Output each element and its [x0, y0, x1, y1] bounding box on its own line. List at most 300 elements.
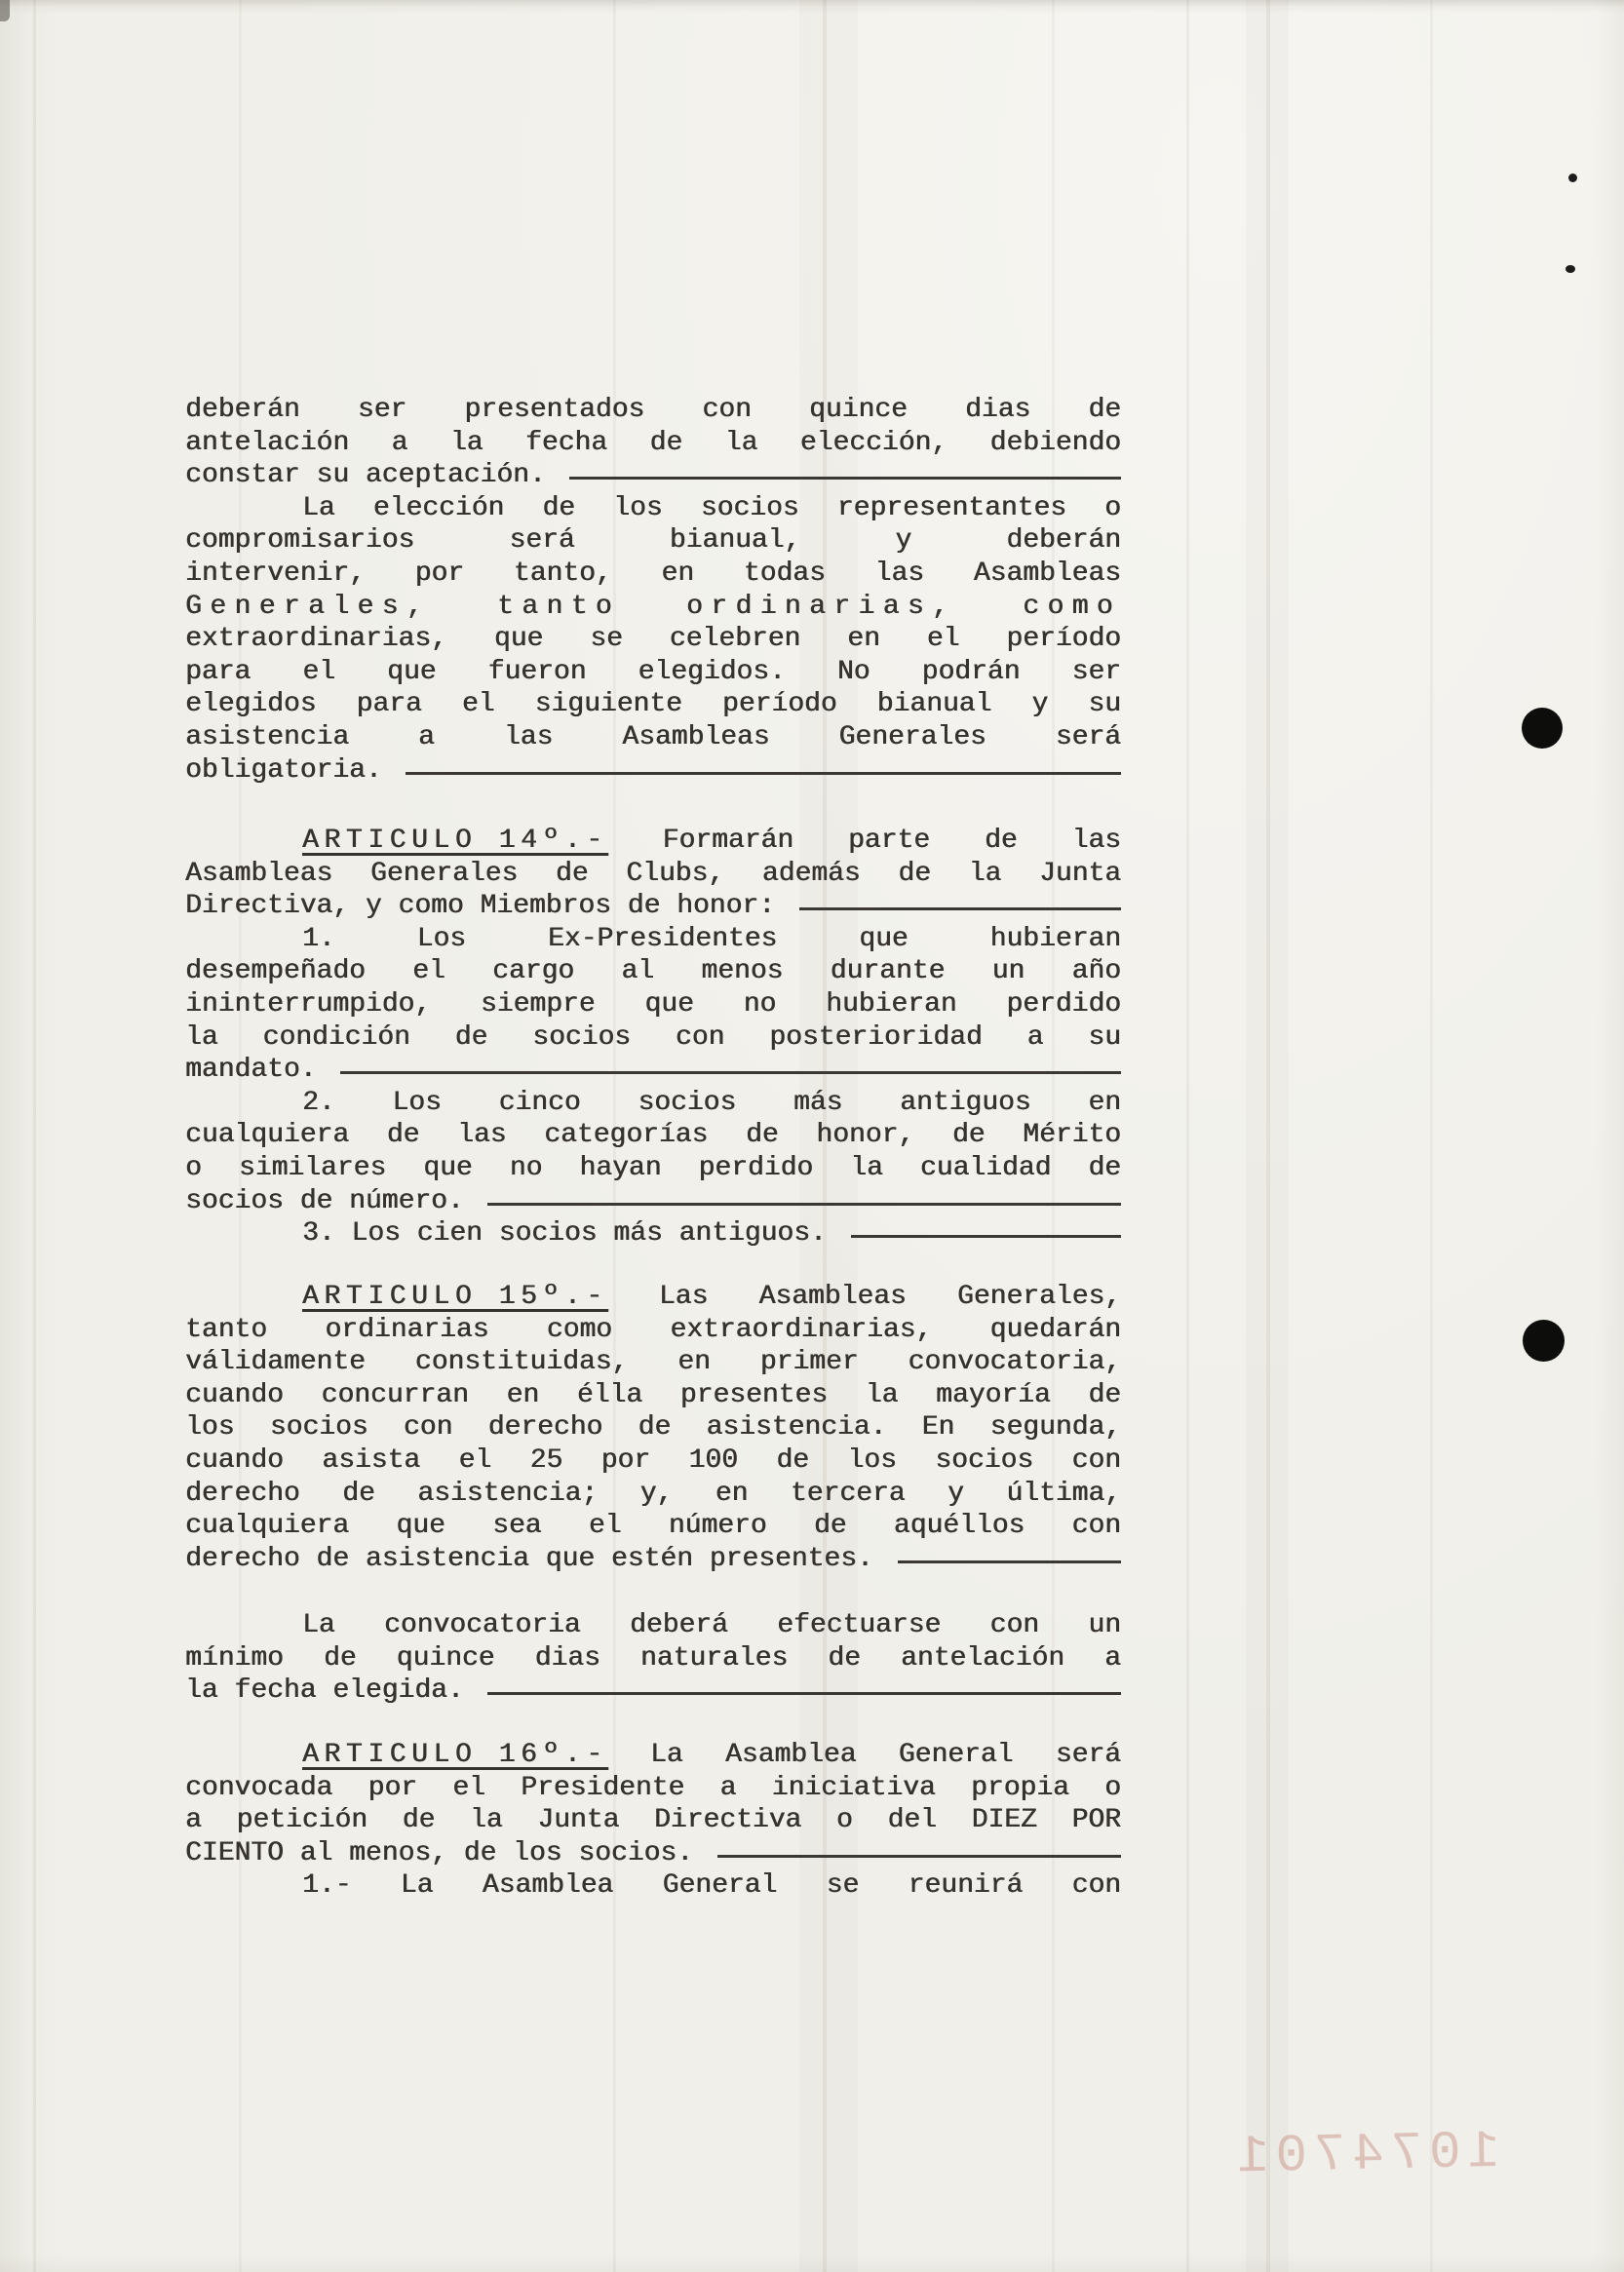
text-line — [185, 1444, 1121, 1478]
word: General — [662, 1870, 778, 1902]
word: perdido — [698, 1152, 814, 1183]
word: elegidos. — [638, 656, 786, 687]
text-line — [185, 890, 1121, 923]
word: de — [627, 891, 661, 922]
word: cualquiera — [185, 1511, 350, 1542]
word: las — [1071, 826, 1121, 856]
word: parte — [848, 826, 931, 856]
word: debiendo — [989, 427, 1121, 458]
word: más — [793, 1087, 843, 1118]
word: las — [503, 721, 554, 752]
word: La — [400, 1870, 434, 1902]
word: Directiva, — [185, 891, 350, 922]
word: no — [509, 1152, 543, 1183]
word: Directiva — [653, 1805, 802, 1836]
text-line — [185, 1087, 1121, 1120]
word: hayan — [579, 1152, 662, 1183]
paragraph — [185, 1739, 1121, 1903]
text-line — [185, 1281, 1121, 1314]
word: como — [546, 1314, 612, 1345]
word: de — [1088, 1379, 1121, 1410]
word: En — [921, 1412, 955, 1444]
word: menos, — [349, 1837, 447, 1868]
word: de — [463, 1837, 497, 1868]
word: su — [316, 460, 350, 491]
word: Asambleas — [973, 558, 1121, 589]
word: derecho — [185, 1478, 300, 1509]
word: a — [391, 427, 408, 458]
word: antiguos — [900, 1087, 1031, 1118]
word: de — [813, 1511, 847, 1542]
word: Miembros — [480, 891, 611, 922]
word: será — [1055, 721, 1121, 752]
word: socios — [935, 1444, 1034, 1476]
word: hubieran — [826, 988, 957, 1020]
word: sea — [492, 1511, 542, 1542]
word: No — [836, 656, 870, 687]
word: socios — [269, 1412, 368, 1444]
word: constar — [185, 460, 300, 491]
word: Generales — [369, 858, 519, 889]
word: período — [721, 689, 837, 720]
word: de — [323, 1642, 357, 1674]
text-line — [185, 1021, 1121, 1055]
text-line — [185, 1510, 1121, 1543]
word: el — [458, 1444, 492, 1476]
word: dias — [965, 395, 1031, 425]
word: de — [898, 858, 931, 889]
crease-line — [1430, 0, 1433, 2272]
word: o — [1104, 492, 1121, 523]
word: tercera — [790, 1478, 906, 1509]
word: a — [1026, 1021, 1044, 1053]
word: DIEZ — [971, 1805, 1037, 1836]
word: socios — [185, 1185, 284, 1216]
word: derecho — [185, 1543, 300, 1574]
word: 1. — [302, 923, 335, 954]
word: por — [414, 558, 465, 589]
word: en — [506, 1379, 540, 1410]
word: a — [185, 1805, 202, 1836]
text-line — [185, 858, 1121, 891]
word: a — [719, 1772, 737, 1803]
word: estén — [610, 1543, 693, 1574]
word: elección, — [799, 427, 948, 458]
word: celebren — [669, 624, 801, 655]
word: al — [621, 956, 655, 987]
word: deberá — [629, 1610, 728, 1640]
word: General — [898, 1740, 1014, 1770]
word: Presidente — [521, 1772, 685, 1803]
word: Generales, — [185, 591, 432, 622]
word: asista — [322, 1444, 421, 1476]
word: como — [398, 891, 464, 922]
text-line — [185, 754, 1121, 788]
text-line — [185, 955, 1121, 988]
punch-hole — [1523, 1320, 1565, 1362]
word: elegida. — [332, 1675, 464, 1707]
word: en — [677, 1347, 711, 1378]
text-line — [185, 394, 1121, 427]
word: a — [1104, 1642, 1121, 1674]
word: presentes — [679, 1379, 828, 1410]
word: ininterrumpido, — [185, 988, 432, 1020]
word: período — [1006, 624, 1121, 655]
word: en — [715, 1478, 749, 1509]
text-line — [185, 1152, 1121, 1185]
word: al — [299, 1837, 333, 1868]
word: condición — [262, 1021, 410, 1053]
text-line — [185, 988, 1121, 1021]
word: y — [1031, 689, 1049, 720]
word: Clubs, — [626, 858, 725, 889]
word: categorías — [544, 1120, 709, 1151]
word: reunirá — [908, 1870, 1024, 1902]
word: Los — [416, 923, 466, 954]
word: 2. — [302, 1087, 335, 1118]
word: y — [895, 525, 912, 557]
word: tanto, — [513, 558, 612, 589]
article-heading: ARTICULO 14º.- — [302, 826, 608, 856]
crease-line — [1186, 0, 1189, 2272]
word: Junta — [537, 1805, 620, 1836]
word: dias — [534, 1642, 600, 1674]
word: de — [638, 1412, 672, 1444]
crease-line — [33, 0, 36, 2272]
word: asistencia — [185, 721, 350, 752]
word: las — [874, 558, 924, 589]
dash-filler-line — [340, 1071, 1121, 1074]
word: un — [991, 956, 1025, 987]
word: similares — [238, 1152, 387, 1183]
word: aceptación. — [365, 460, 546, 491]
bleedthrough-stamp-number: 1074701 — [1229, 2122, 1500, 2188]
word: asistencia — [365, 1543, 529, 1574]
word: por — [367, 1772, 417, 1803]
word: constituidas, — [414, 1347, 629, 1378]
word: de — [402, 1805, 436, 1836]
paragraph — [185, 825, 1121, 1251]
word: siguiente — [534, 689, 682, 720]
word: 1.- — [302, 1870, 352, 1902]
word: de — [1088, 1152, 1121, 1183]
text-line — [185, 1217, 1121, 1251]
word: socios. — [578, 1837, 693, 1868]
word: la — [865, 1379, 899, 1410]
word: de — [745, 1120, 779, 1151]
word: bianual, — [669, 525, 801, 557]
ink-speck — [1568, 173, 1577, 182]
text-line — [185, 1543, 1121, 1576]
word: antelación — [900, 1642, 1065, 1674]
word: desempeñado — [185, 956, 366, 987]
word: Ex-Presidentes — [547, 923, 778, 954]
scan-corner-mark — [0, 0, 10, 21]
word: fecha — [525, 427, 608, 458]
word: cinco — [498, 1087, 581, 1118]
word: de — [542, 492, 575, 523]
word: quince — [396, 1642, 495, 1674]
word: válidamente — [185, 1347, 366, 1378]
word: 100 — [688, 1444, 738, 1476]
word: asistencia; — [417, 1478, 599, 1509]
text-line — [185, 1772, 1121, 1805]
word: posterioridad — [769, 1021, 983, 1053]
word: intervenir, — [185, 558, 366, 589]
dash-filler-line — [406, 772, 1121, 775]
word: que — [423, 1152, 473, 1183]
word: para — [185, 656, 251, 687]
word: todas — [743, 558, 826, 589]
word: la — [449, 427, 483, 458]
dash-filler-line — [569, 477, 1121, 480]
dash-filler-line — [487, 1692, 1121, 1695]
text-line — [185, 1609, 1121, 1642]
word: Las — [658, 1282, 709, 1312]
word: fueron — [487, 656, 587, 687]
word: hubieran — [989, 923, 1121, 954]
word: la — [850, 1152, 883, 1183]
word: asistencia. — [706, 1412, 887, 1444]
word: y — [947, 1478, 964, 1509]
word: el — [461, 689, 495, 720]
word: primer — [759, 1347, 859, 1378]
word: convocada — [185, 1772, 333, 1803]
word: con — [1071, 1870, 1121, 1902]
text-line — [185, 721, 1121, 754]
word: como — [1023, 591, 1121, 622]
word: La — [302, 492, 335, 523]
word: será — [1055, 1740, 1121, 1770]
word: Los — [351, 1218, 401, 1250]
word: Junta — [1038, 858, 1121, 889]
word: el — [412, 956, 445, 987]
word: con — [1071, 1511, 1121, 1542]
word: extraordinarias, — [185, 624, 447, 655]
word: Formarán — [662, 826, 794, 856]
word: con — [675, 1021, 725, 1053]
word: mayoría — [936, 1379, 1051, 1410]
word: más — [613, 1218, 663, 1250]
word: deberán — [185, 395, 300, 425]
word: y, — [639, 1478, 674, 1509]
word: un — [1088, 1610, 1121, 1640]
word: honor, — [816, 1120, 915, 1151]
word: convocatoria — [383, 1610, 581, 1640]
word: no — [743, 988, 777, 1020]
word: de — [386, 1120, 420, 1151]
word: siempre — [480, 988, 596, 1020]
word: cualidad — [919, 1152, 1052, 1183]
word: el — [302, 656, 335, 687]
word: el — [926, 624, 960, 655]
word: representantes — [836, 492, 1066, 523]
word: 3. — [302, 1218, 335, 1250]
text-line — [185, 1675, 1121, 1708]
word: socios — [700, 492, 799, 523]
word: además — [761, 858, 861, 889]
word: de — [649, 427, 683, 458]
word: socios — [638, 1087, 737, 1118]
crease-band — [1246, 0, 1289, 2272]
dash-filler-line — [898, 1560, 1121, 1563]
word: La — [650, 1740, 683, 1770]
word: obligatoria. — [185, 754, 382, 786]
word: en — [847, 624, 880, 655]
word: de — [555, 858, 589, 889]
word: la — [724, 427, 758, 458]
word: que — [644, 988, 694, 1020]
word: del — [887, 1805, 937, 1836]
text-line — [185, 623, 1121, 656]
paragraph — [185, 394, 1121, 787]
word: que — [859, 923, 909, 954]
word: año — [1071, 956, 1121, 987]
word: Asambleas — [185, 858, 333, 889]
dash-filler-line — [487, 1203, 1121, 1206]
word: tanto — [185, 1314, 268, 1345]
word: por — [600, 1444, 651, 1476]
word: su — [1088, 1021, 1121, 1053]
word: tanto — [497, 591, 621, 622]
word: propia — [971, 1772, 1069, 1803]
word: será — [509, 525, 575, 557]
word: quince — [809, 395, 908, 425]
punch-hole — [1522, 708, 1563, 749]
word: concurran — [321, 1379, 469, 1410]
word: los — [847, 1444, 897, 1476]
word: o — [835, 1805, 853, 1836]
word: 25 — [529, 1444, 563, 1476]
word: de — [1088, 395, 1121, 425]
text-line — [185, 1054, 1121, 1087]
text-line — [185, 1314, 1121, 1347]
text-line — [185, 923, 1121, 956]
word: cien — [416, 1218, 483, 1250]
text-line — [185, 1739, 1121, 1772]
word: que — [493, 624, 544, 655]
text-line — [185, 1642, 1121, 1675]
word: Asambleas — [622, 721, 770, 752]
text-line — [185, 1837, 1121, 1870]
word: que — [387, 656, 437, 687]
word: mínimo — [185, 1642, 284, 1674]
word: ordinarias, — [685, 591, 957, 622]
article-heading: ARTICULO 15º.- — [302, 1282, 608, 1312]
word: los — [513, 1837, 562, 1868]
word: las — [457, 1120, 507, 1151]
word: compromisarios — [185, 525, 415, 557]
text-line — [185, 591, 1121, 624]
word: POR — [1071, 1805, 1121, 1836]
word: ser — [357, 395, 407, 425]
crease-line — [1266, 0, 1270, 2272]
word: con — [403, 1412, 453, 1444]
paragraph — [185, 1281, 1121, 1575]
word: aquéllos — [893, 1511, 1025, 1542]
text-line — [185, 1379, 1121, 1412]
word: honor: — [677, 891, 775, 922]
dash-filler-line — [717, 1855, 1121, 1858]
word: se — [590, 624, 623, 655]
word: durante — [830, 956, 946, 987]
article-heading: ARTICULO 16º.- — [302, 1740, 608, 1770]
text-line — [185, 459, 1121, 492]
text-line — [185, 1119, 1121, 1152]
word: socios — [532, 1021, 631, 1053]
word: efectuarse — [777, 1610, 942, 1640]
word: ordinarias — [325, 1314, 489, 1345]
word: antelación — [185, 427, 350, 458]
word: iniciativa — [771, 1772, 936, 1803]
word: convocatoria, — [908, 1347, 1121, 1378]
paragraph — [185, 1609, 1121, 1708]
word: segunda, — [989, 1412, 1121, 1444]
word: cuando — [185, 1379, 284, 1410]
text-line — [185, 656, 1121, 689]
word: deberán — [1006, 525, 1121, 557]
word: o — [1104, 1772, 1121, 1803]
word: presentes. — [709, 1543, 873, 1574]
text-line — [185, 1804, 1121, 1837]
word: fecha — [234, 1675, 317, 1707]
text-line — [185, 1869, 1121, 1903]
text-line — [185, 825, 1121, 858]
word: petición — [236, 1805, 367, 1836]
text-line — [185, 1185, 1121, 1218]
word: que — [396, 1511, 445, 1542]
word: número. — [349, 1185, 464, 1216]
word: CIENTO — [185, 1837, 284, 1868]
text-line — [185, 688, 1121, 721]
word: de — [342, 1478, 375, 1509]
dash-filler-line — [851, 1235, 1121, 1238]
word: de — [984, 826, 1018, 856]
word: última, — [1006, 1478, 1121, 1509]
word: los — [613, 492, 663, 523]
word: bianual — [876, 689, 992, 720]
word: con — [702, 395, 752, 425]
word: se — [826, 1870, 860, 1902]
word: ser — [1071, 656, 1121, 687]
text-line — [185, 558, 1121, 591]
word: a — [418, 721, 435, 752]
word: la — [185, 1021, 218, 1053]
word: de — [828, 1642, 861, 1674]
ink-speck — [1566, 265, 1575, 273]
text-line — [185, 1478, 1121, 1511]
word: antiguos. — [678, 1218, 827, 1250]
word: Asamblea — [724, 1740, 857, 1770]
word: mandato. — [185, 1055, 317, 1086]
word: de — [299, 1185, 333, 1216]
word: con — [1071, 1444, 1121, 1476]
word: cualquiera — [185, 1120, 350, 1151]
word: socios — [498, 1218, 598, 1250]
word: elección — [372, 492, 505, 523]
word: cuando — [185, 1444, 284, 1476]
word: Generales — [838, 721, 986, 752]
word: la — [185, 1675, 218, 1707]
word: Los — [392, 1087, 442, 1118]
word: los — [185, 1412, 235, 1444]
text-line — [185, 524, 1121, 558]
word: derecho — [487, 1412, 603, 1444]
word: su — [1088, 689, 1121, 720]
word: élla — [576, 1379, 643, 1410]
text-line — [185, 427, 1121, 460]
word: presentados — [464, 395, 645, 425]
